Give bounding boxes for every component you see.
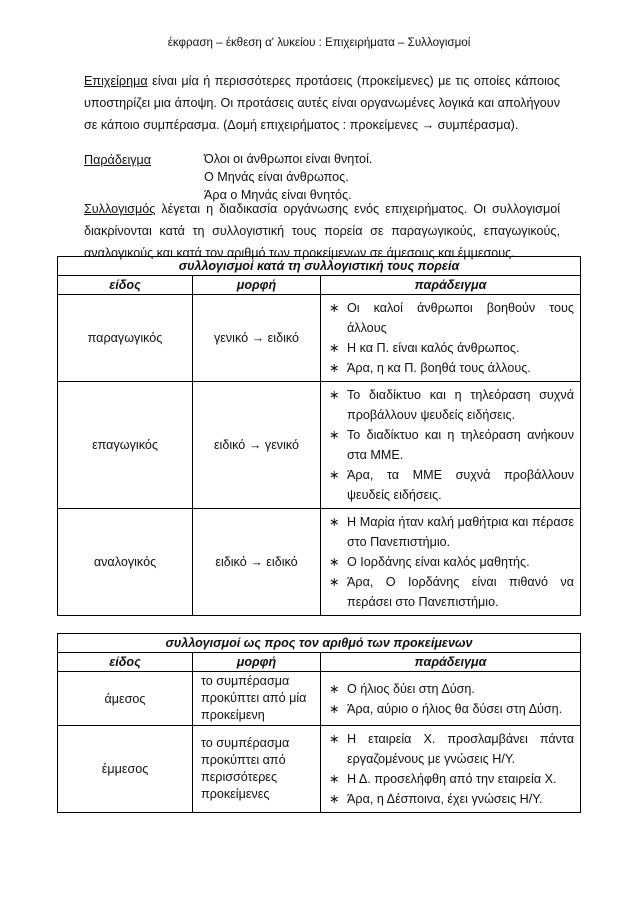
example-line-3: Άρα ο Μηνάς είναι θνητός.	[204, 188, 352, 202]
table-header-row	[58, 653, 581, 672]
example-cell	[321, 382, 581, 509]
example-lines	[204, 150, 372, 204]
example-item: ∗ Η κα Π. είναι καλός άνθρωπος.	[329, 338, 574, 358]
example-item: ∗ Άρα, η Δέσποινα, έχει γνώσεις Η/Υ.	[329, 789, 574, 809]
example-item: ∗ Άρα, τα ΜΜΕ συχνά προβάλλουν ψευδείς ειδήσεις.	[329, 465, 574, 505]
column-header-form: μορφή	[193, 276, 321, 295]
definition-term: Επιχείρημα	[84, 74, 148, 88]
table-row	[58, 509, 581, 616]
example-cell	[321, 509, 581, 616]
example-item: ∗ Το διαδίκτυο και η τηλεόραση ανήκουν στα ΜΜΕ.	[329, 425, 574, 465]
form-cell: ειδικό → γενικό	[193, 382, 321, 509]
example-item: ∗ Η Δ. προσελήφθη από την εταιρεία Χ.	[329, 769, 574, 789]
table-title: συλλογισμοί κατά τη συλλογιστική τους πορεία	[58, 257, 581, 276]
form-line: προκείμενες	[201, 787, 270, 801]
example-cell	[321, 672, 581, 726]
example-cell	[321, 726, 581, 813]
syllogism-term: Συλλογισμός	[84, 202, 156, 216]
syllogism-text: λέγεται η διαδικασία οργάνωσης ενός επιχειρήματος. Οι συλλογισμοί διακρίνονται κατά τη συλλογιστική τους πορεία σε παραγωγικούς, επαγωγικούς, αναλογικούς και κατά τον αριθμό των προκείμενων σε άμεσους και έμμεσους.	[84, 202, 560, 260]
table-row	[58, 726, 581, 813]
form-cell	[193, 726, 321, 813]
table-title-row	[58, 257, 581, 276]
kind-cell: παραγωγικός	[58, 295, 193, 382]
definition-paragraph	[84, 70, 560, 136]
example-item: ∗ Το διαδίκτυο και η τηλεόραση συχνά προβάλλουν ψευδείς ειδήσεις.	[329, 385, 574, 425]
example-line-1: Όλοι οι άνθρωποι είναι θνητοί.	[204, 152, 373, 166]
form-line: το συμπέρασμα	[201, 674, 290, 688]
form-cell: ειδικό → ειδικό	[193, 509, 321, 616]
column-header-kind: είδος	[58, 276, 193, 295]
column-header-example: παράδειγμα	[321, 653, 581, 672]
kind-cell: αναλογικός	[58, 509, 193, 616]
example-cell	[321, 295, 581, 382]
example-item: ∗ Ο ήλιος δύει στη Δύση.	[329, 679, 574, 699]
syllogism-paragraph	[84, 198, 560, 264]
column-header-kind: είδος	[58, 653, 193, 672]
example-item: ∗ Άρα, αύριο ο ήλιος θα δύσει στη Δύση.	[329, 699, 574, 719]
table-title-row	[58, 634, 581, 653]
example-item: ∗ Η Μαρία ήταν καλή μαθήτρια και πέρασε στο Πανεπιστήμιο.	[329, 512, 574, 552]
example-label: Παράδειγμα	[84, 153, 152, 167]
form-line: περισσότερες	[201, 770, 278, 784]
table-header-row	[58, 276, 581, 295]
example-item: ∗ Άρα, Ο Ιορδάνης είναι πιθανό να περάσει στο Πανεπιστήμιο.	[329, 572, 574, 612]
kind-cell: άμεσος	[58, 672, 193, 726]
table-row	[58, 295, 581, 382]
column-header-form: μορφή	[193, 653, 321, 672]
example-item: ∗ Οι καλοί άνθρωποι βοηθούν τους άλλους	[329, 298, 574, 338]
form-cell	[193, 672, 321, 726]
column-header-example: παράδειγμα	[321, 276, 581, 295]
example-line-2: Ο Μηνάς είναι άνθρωπος.	[204, 170, 349, 184]
definition-text: είναι μία ή περισσότερες προτάσεις (προκείμενες) με τις οποίες κάποιος υποστηρίζει μια άποψη. Οι προτάσεις αυτές είναι οργανωμένες λογικά και απολήγουν σε κάποιο συμπέρασμα. (Δομή επιχειρήματος : προκείμενες → συμπέρασμα).	[84, 74, 560, 132]
form-line: προκείμενη	[201, 708, 265, 722]
page-header: έκφραση – έκθεση α' λυκείου : Επιχειρήματα – Συλλογισμοί	[167, 36, 471, 49]
kind-cell: έμμεσος	[58, 726, 193, 813]
table-title: συλλογισμοί ως προς τον αριθμό των προκείμενων	[58, 634, 581, 653]
form-cell: γενικό → ειδικό	[193, 295, 321, 382]
example-item: ∗ Άρα, η κα Π. βοηθά τους άλλους.	[329, 358, 574, 378]
form-line: προκύπτει από μία	[201, 691, 307, 705]
table-row	[58, 672, 581, 726]
form-line: προκύπτει από	[201, 753, 286, 767]
kind-cell: επαγωγικός	[58, 382, 193, 509]
example-item: ∗ Η εταιρεία Χ. προσλαμβάνει πάντα εργαζομένους με γνώσεις Η/Υ.	[329, 729, 574, 769]
example-label-block	[84, 150, 151, 170]
premises-count-table	[57, 633, 581, 813]
table-row	[58, 382, 581, 509]
example-item: ∗ Ο Ιορδάνης είναι καλός μαθητής.	[329, 552, 574, 572]
reasoning-course-table	[57, 256, 581, 616]
form-line: το συμπέρασμα	[201, 736, 290, 750]
